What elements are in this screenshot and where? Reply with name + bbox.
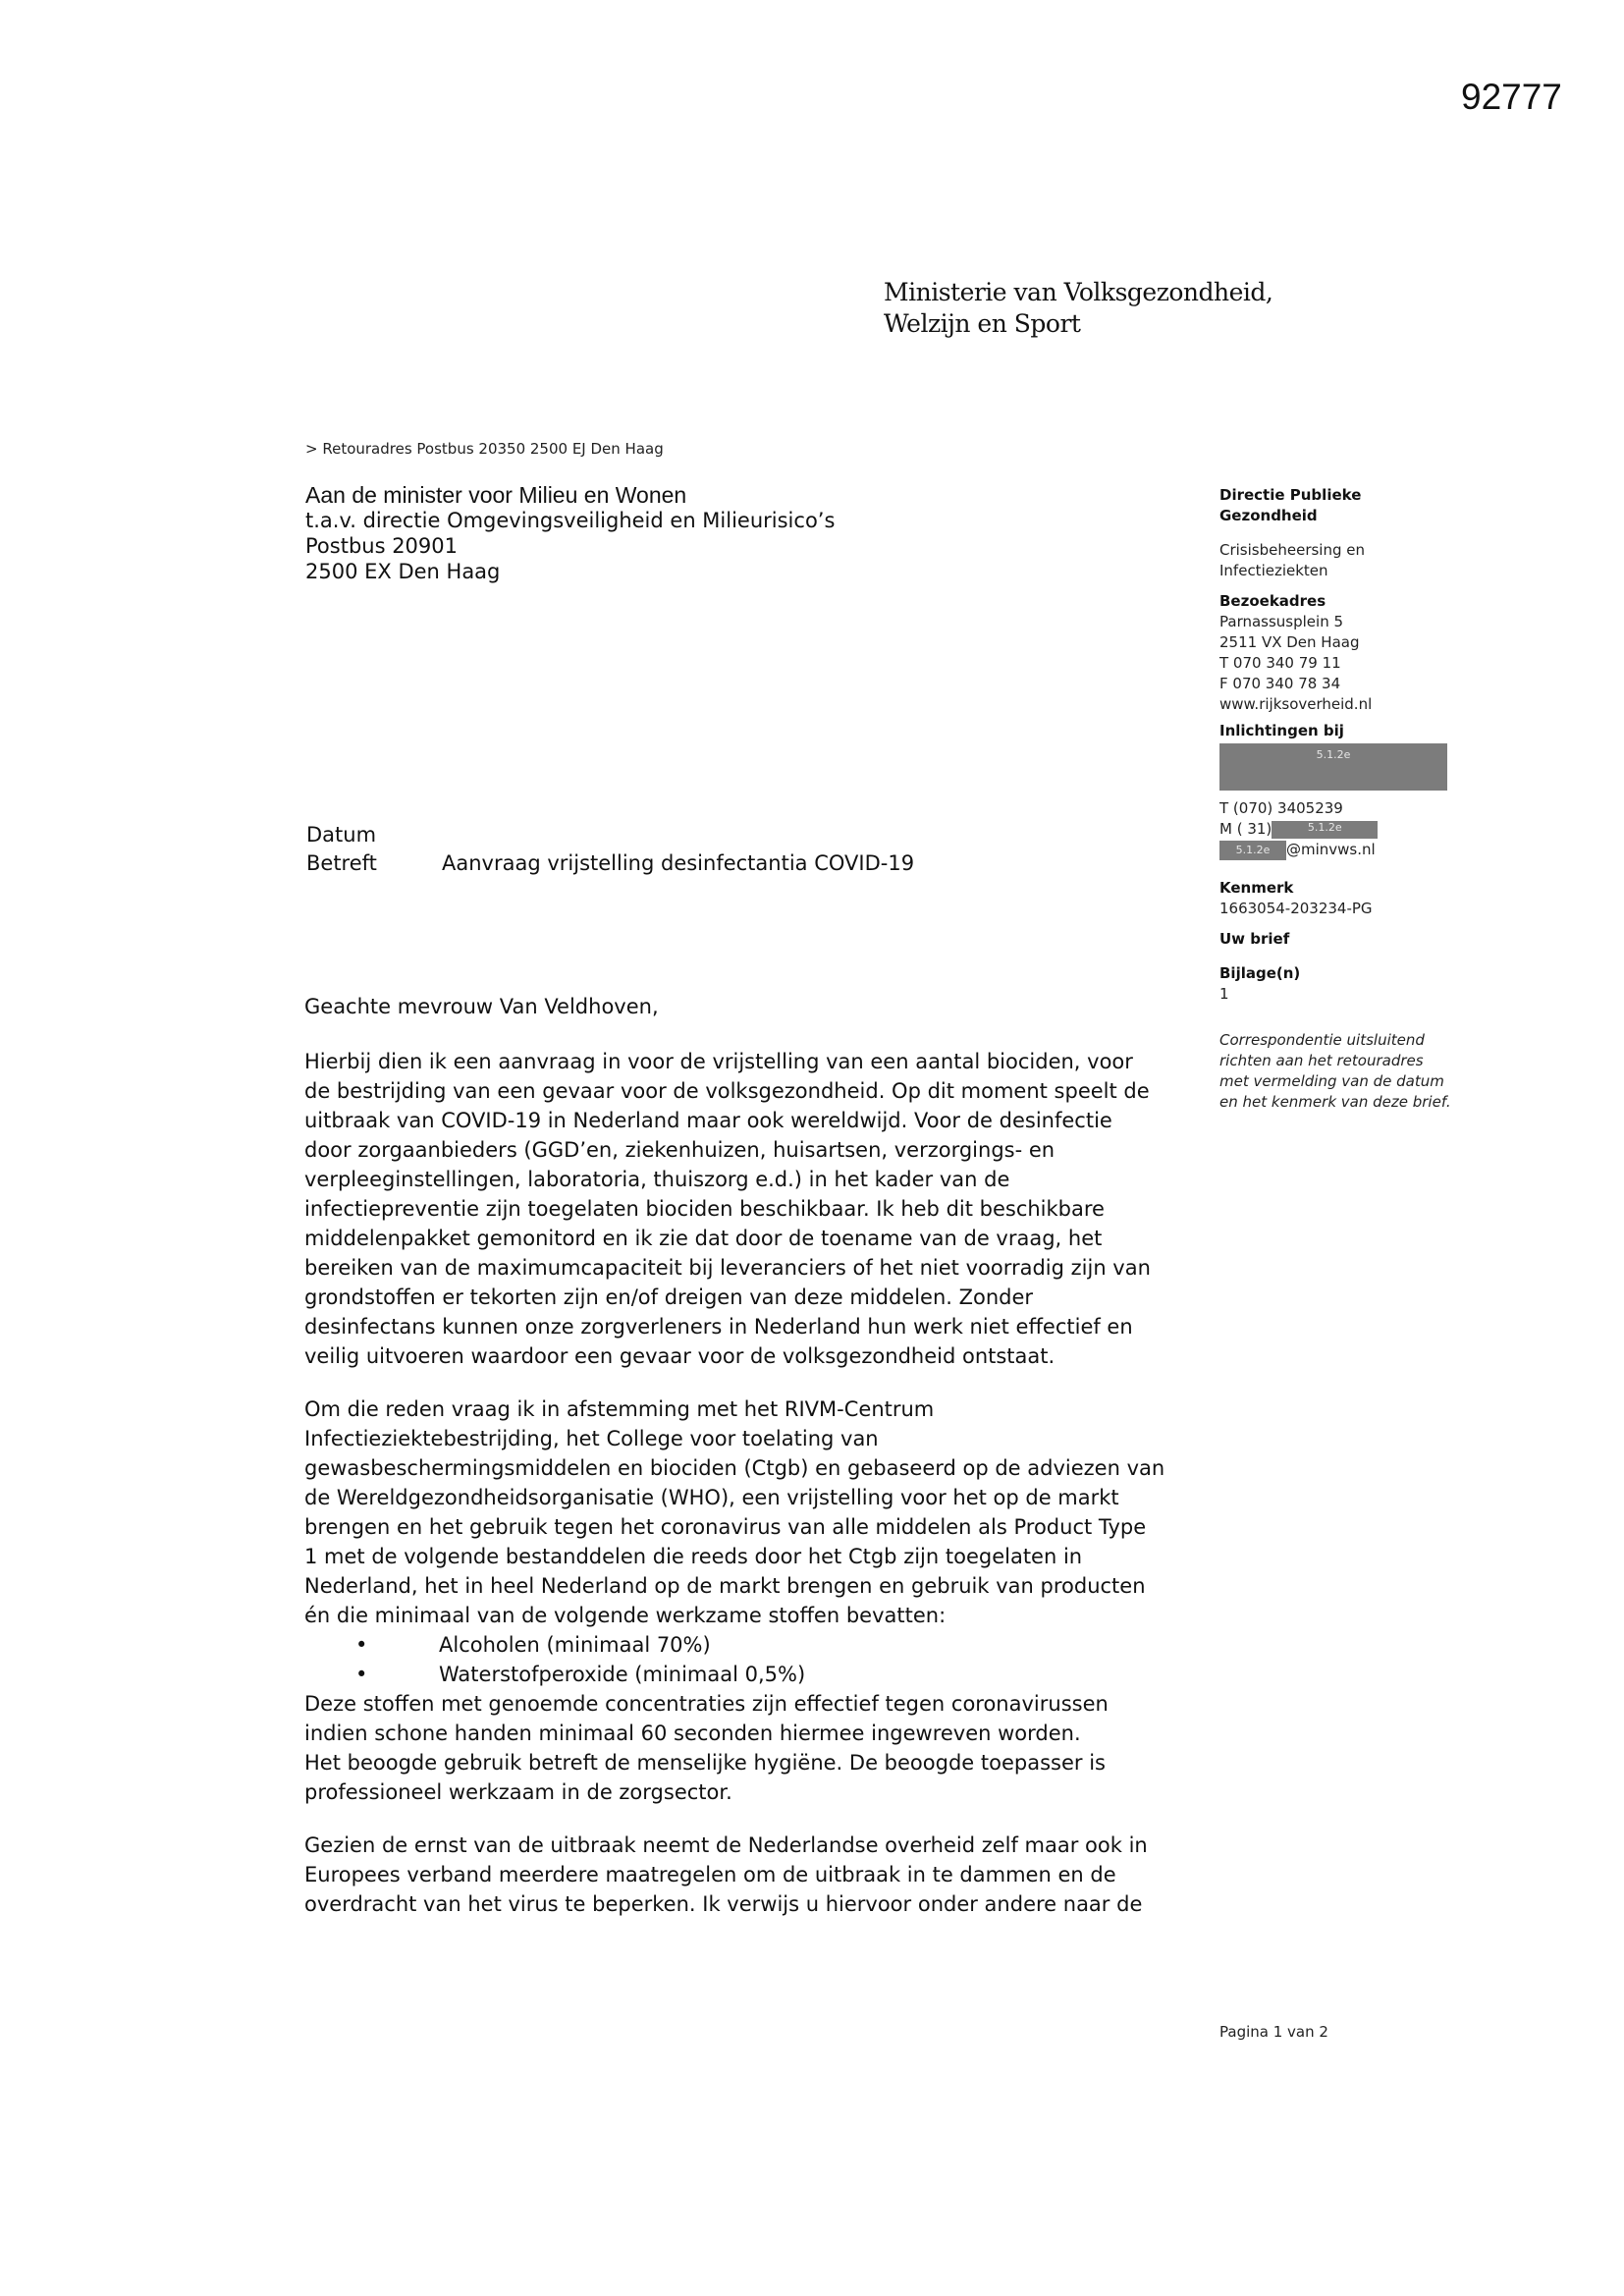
recipient-line-1: Aan de minister voor Milieu en Wonen (305, 482, 687, 508)
correspondence-note: Correspondentie uitsluitend richten aan het retouradres met vermelding van de datum en het kenmerk van deze brief. (1219, 1031, 1451, 1111)
redaction-mobile: 5.1.2e (1272, 821, 1378, 839)
ministry-line-1: Ministerie van Volksgezondheid, (884, 278, 1273, 306)
ministry-line-2: Welzijn en Sport (884, 309, 1081, 338)
redaction-email: 5.1.2e (1219, 841, 1286, 860)
ministry-logo-text (884, 277, 1272, 340)
paragraph-2 (304, 1394, 1218, 1807)
reference-label: Kenmerk (1219, 879, 1294, 897)
bullet-text: Waterstofperoxide (minimaal 0,5%) (439, 1663, 806, 1686)
visit-address-line-2: 2511 VX Den Haag (1219, 633, 1360, 651)
subject-value: Aanvraag vrijstelling desinfectantia COVID-19 (442, 851, 915, 875)
sidebar-colophon (1219, 485, 1465, 1113)
recipient-line-2: t.a.v. directie Omgevingsveiligheid en Milieurisico’s (305, 509, 836, 532)
visit-address-label: Bezoekadres (1219, 592, 1326, 610)
return-address: > Retouradres Postbus 20350 2500 EJ Den Haag (305, 440, 664, 458)
attachments-value: 1 (1219, 985, 1229, 1003)
subdepartment-line-2: Infectieziekten (1219, 562, 1328, 579)
paragraph-line: brengen en het gebruik tegen het coronavirus van alle middelen als Product Type (304, 1515, 1147, 1539)
bullet-item (304, 1630, 1218, 1660)
paragraph-line: gewasbeschermingsmiddelen en biociden (Ctgb) en gebaseerd op de adviezen van (304, 1456, 1165, 1480)
paragraph-line: de bestrijding van een gevaar voor de volksgezondheid. Op dit moment speelt de (304, 1079, 1150, 1103)
visit-fax: F 070 340 78 34 (1219, 675, 1341, 692)
paragraph-line: uitbraak van COVID-19 in Nederland maar ook wereldwijd. Voor de desinfectie (304, 1109, 1112, 1132)
salutation: Geachte mevrouw Van Veldhoven, (304, 995, 659, 1018)
bullet-dot: • (355, 1633, 368, 1657)
visit-phone: T 070 340 79 11 (1219, 654, 1341, 672)
recipient-address (305, 482, 835, 584)
paragraph-line: middelenpakket gemonitord en ik zie dat door de toename van de vraag, het (304, 1227, 1103, 1250)
paragraph-line: verpleeginstellingen, laboratoria, thuiszorg e.d.) in het kader van de (304, 1168, 1010, 1191)
paragraph-line: professioneel werkzaam in de zorgsector. (304, 1780, 732, 1804)
paragraph-line: bereiken van de maximumcapaciteit bij leveranciers of het niet voorradig zijn van (304, 1256, 1151, 1280)
redaction-block (1219, 743, 1447, 791)
bullet-dot: • (355, 1663, 368, 1686)
reference-value: 1663054-203234-PG (1219, 900, 1373, 917)
paragraph-line: Hierbij dien ik een aanvraag in voor de vrijstelling van een aantal biociden, voor (304, 1050, 1133, 1073)
letter-body (304, 1047, 1218, 1942)
subdepartment-line-1: Crisisbeheersing en (1219, 541, 1366, 559)
bullet-text: Alcoholen (minimaal 70%) (439, 1633, 711, 1657)
info-label: Inlichtingen bij (1219, 722, 1344, 739)
paragraph-line: infectiepreventie zijn toegelaten biociden beschikbaar. Ik heb dit beschikbare (304, 1197, 1105, 1221)
paragraph-line: Europees verband meerdere maatregelen om de uitbraak in te dammen en de (304, 1863, 1116, 1886)
paragraph-line: én die minimaal van de volgende werkzame stoffen bevatten: (304, 1604, 947, 1627)
paragraph-line: Gezien de ernst van de uitbraak neemt de Nederlandse overheid zelf maar ook in (304, 1833, 1148, 1857)
recipient-line-4: 2500 EX Den Haag (305, 560, 501, 583)
redaction-code: 5.1.2e (1316, 748, 1351, 761)
paragraph-line: desinfectans kunnen onze zorgverleners in Nederland hun werk niet effectief en (304, 1315, 1133, 1339)
recipient-line-3: Postbus 20901 (305, 534, 458, 558)
info-email (1219, 840, 1465, 860)
department-line-2: Gezondheid (1219, 507, 1318, 524)
subject-row (306, 849, 914, 878)
subject-label: Betreft (306, 851, 377, 875)
visit-website: www.rijksoverheid.nl (1219, 695, 1373, 713)
paragraph-3 (304, 1831, 1218, 1919)
department-line-1: Directie Publieke (1219, 486, 1362, 504)
info-email-suffix: @minvws.nl (1286, 841, 1376, 858)
info-mobile (1219, 819, 1465, 840)
paragraph-line: 1 met de volgende bestanddelen die reeds door het Ctgb zijn toegelaten in (304, 1545, 1083, 1568)
visit-address-line-1: Parnassusplein 5 (1219, 613, 1344, 630)
paragraph-line: Infectieziektebestrijding, het College voor toelating van (304, 1427, 879, 1450)
date-label: Datum (306, 823, 377, 847)
paragraph-line: grondstoffen er tekorten zijn en/of dreigen van deze middelen. Zonder (304, 1285, 1034, 1309)
paragraph-line: Deze stoffen met genoemde concentraties zijn effectief tegen coronavirussen (304, 1692, 1109, 1716)
paragraph-line: overdracht van het virus te beperken. Ik verwijs u hiervoor onder andere naar de (304, 1892, 1143, 1916)
paragraph-line: Om die reden vraag ik in afstemming met het RIVM-Centrum (304, 1397, 935, 1421)
attachments-label: Bijlage(n) (1219, 964, 1301, 982)
your-letter-label: Uw brief (1219, 930, 1290, 948)
document-number: 92777 (1461, 77, 1562, 117)
paragraph-line: veilig uitvoeren waardoor een gevaar voor de volksgezondheid ontstaat. (304, 1344, 1056, 1368)
date-row (306, 821, 914, 849)
paragraph-line: indien schone handen minimaal 60 seconden hiermee ingewreven worden. (304, 1722, 1081, 1745)
bullet-item (304, 1660, 1218, 1689)
paragraph-line: Het beoogde gebruik betreft de menselijke hygiëne. De beoogde toepasser is (304, 1751, 1106, 1775)
page-number: Pagina 1 van 2 (1219, 2023, 1328, 2041)
info-phone: T (070) 3405239 (1219, 799, 1343, 817)
paragraph-line: Nederland, het in heel Nederland op de markt brengen en gebruik van producten (304, 1574, 1146, 1598)
info-mobile-prefix: M ( 31) (1219, 820, 1272, 838)
paragraph-line: door zorgaanbieders (GGD’en, ziekenhuizen, huisartsen, verzorgings- en (304, 1138, 1056, 1162)
letter-meta (306, 821, 914, 878)
paragraph-line: de Wereldgezondheidsorganisatie (WHO), een vrijstelling voor het op de markt (304, 1486, 1119, 1509)
paragraph-1 (304, 1047, 1218, 1371)
